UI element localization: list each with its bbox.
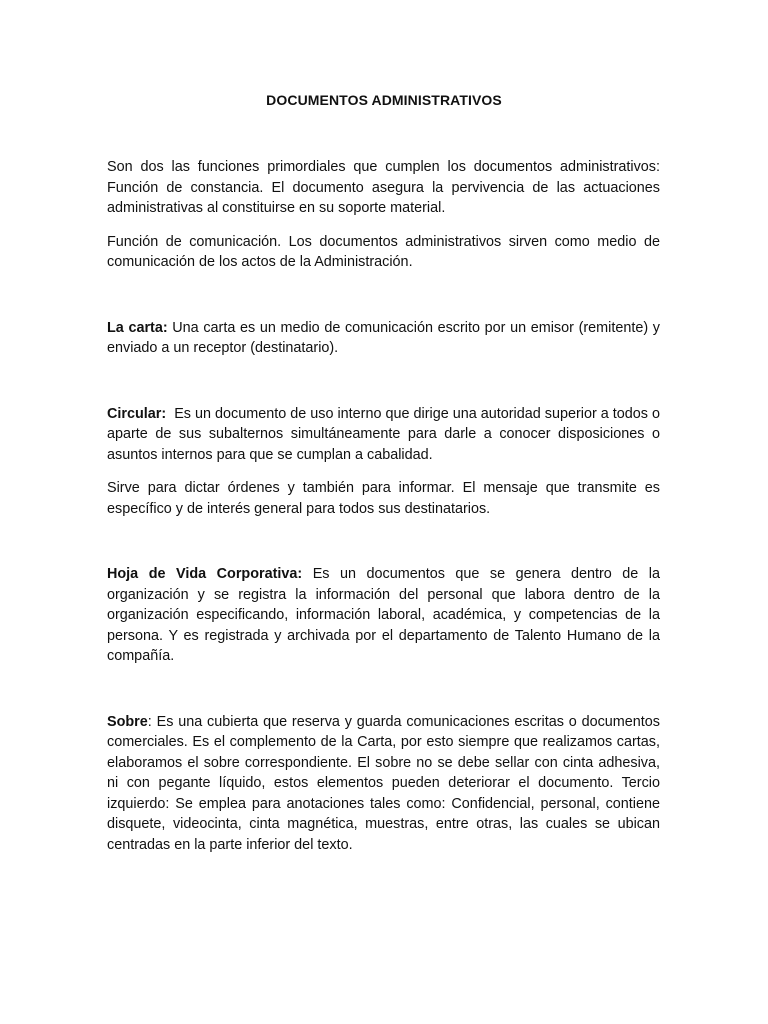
hoja-vida-label: Hoja de Vida Corporativa:: [107, 566, 303, 582]
circular-text: Es un documento de uso interno que dirige una autoridad superior a todos o aparte de sus subalternos simultáneamente para darle a conocer disposiciones o asuntos internos para que se cumplan a cabalidad.: [107, 405, 664, 463]
intro-paragraph-1: Son dos las funciones primordiales que cumplen los documentos administrativos: Función de constancia. El documento asegura la pervivencia de las actuaciones administrativas al constituirse en su soporte material.: [107, 159, 660, 216]
carta-text: Una carta es un medio de comunicación escrito por un emisor (remitente) y enviado a un receptor (destinatario).: [107, 319, 660, 356]
document-body: [107, 157, 664, 855]
document-title: DOCUMENTOS ADMINISTRATIVOS: [266, 92, 502, 108]
circular-paragraph: [107, 404, 664, 466]
circular-paragraph-2: Sirve para dictar órdenes y también para informar. El mensaje que transmite es específico y de interés general para todos sus destinatarios.: [107, 480, 660, 517]
hoja-vida-paragraph: [107, 564, 660, 667]
sobre-paragraph: [107, 712, 660, 856]
carta-label: La carta:: [107, 319, 168, 336]
sobre-text: : Es una cubierta que reserva y guarda comunicaciones escritas o documentos comerciales. Es el complemento de la Carta, por esto siempre que realizamos cartas, elaboramos el sobre correspondiente. El sobre no se debe sellar con cinta adhesiva, ni con pegante líquido, estos elementos pueden deteriorar el documento. Tercio izquierdo: Se emplea para anotaciones tales como: Confidencial, personal, contiene disquete, videocinta, cinta magnética, muestras, entre otras, las cuales se ubican centradas en la parte inferior del texto.: [107, 713, 660, 853]
sobre-label: Sobre: [107, 713, 148, 730]
circular-label: Circular:: [107, 405, 167, 422]
hoja-vida-text: Es un documentos que se genera dentro de la organización y se registra la información del personal que labora dentro de la organización especificando, información laboral, académica, y competencias de la persona. Y es registrada y archivada por el departamento de Talento Humano de la compañía.: [107, 566, 660, 664]
intro-paragraph-2: Función de comunicación. Los documentos administrativos sirven como medio de comunicación de los actos de la Administración.: [107, 233, 660, 270]
carta-paragraph: [107, 318, 660, 359]
